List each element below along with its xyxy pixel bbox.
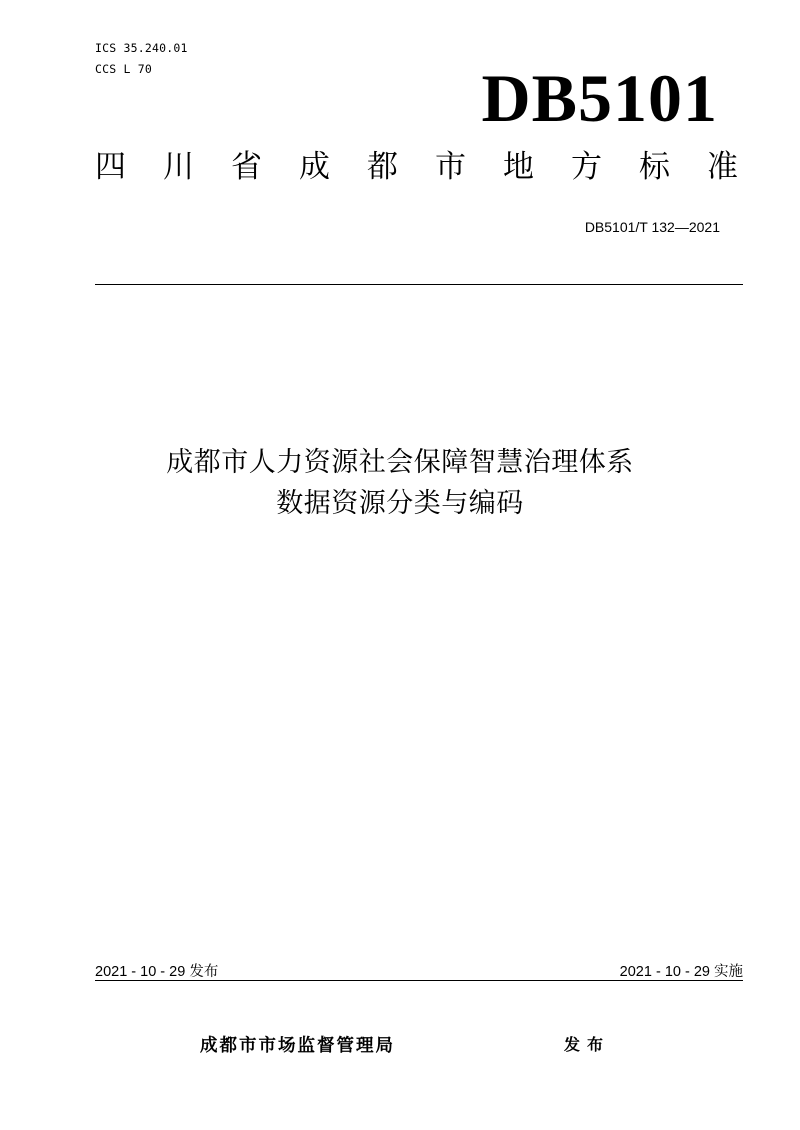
- standard-type-char: 川: [163, 149, 194, 185]
- implement-date: 2021 - 10 - 29 实施: [619, 964, 743, 980]
- top-divider: [95, 284, 743, 285]
- ics-code: ICS 35.240.01: [95, 41, 188, 55]
- standard-type-heading: [95, 149, 738, 185]
- issuing-authority: 成都市市场监督管理局: [200, 1036, 395, 1056]
- standard-type-char: 成: [299, 149, 330, 185]
- standard-type-char: 四: [95, 149, 126, 185]
- bottom-divider: [95, 980, 743, 981]
- standard-code-logo: DB5101: [481, 60, 718, 136]
- standard-type-char: 方: [571, 149, 602, 185]
- document-title-line-1: 成都市人力资源社会保障智慧治理体系: [166, 447, 634, 478]
- standard-type-char: 准: [707, 149, 738, 185]
- standard-number: DB5101/T 132—2021: [584, 219, 720, 235]
- document-title-line-2: 数据资源分类与编码: [276, 488, 524, 519]
- standard-type-char: 地: [503, 149, 534, 185]
- ccs-code: CCS L 70: [95, 62, 152, 76]
- standard-type-char: 市: [435, 149, 466, 185]
- standard-type-char: 都: [367, 149, 398, 185]
- issue-label: 发布: [564, 1035, 611, 1054]
- publish-date: 2021 - 10 - 29 发布: [95, 964, 219, 980]
- standard-type-char: 标: [639, 149, 670, 185]
- standard-type-char: 省: [231, 149, 262, 185]
